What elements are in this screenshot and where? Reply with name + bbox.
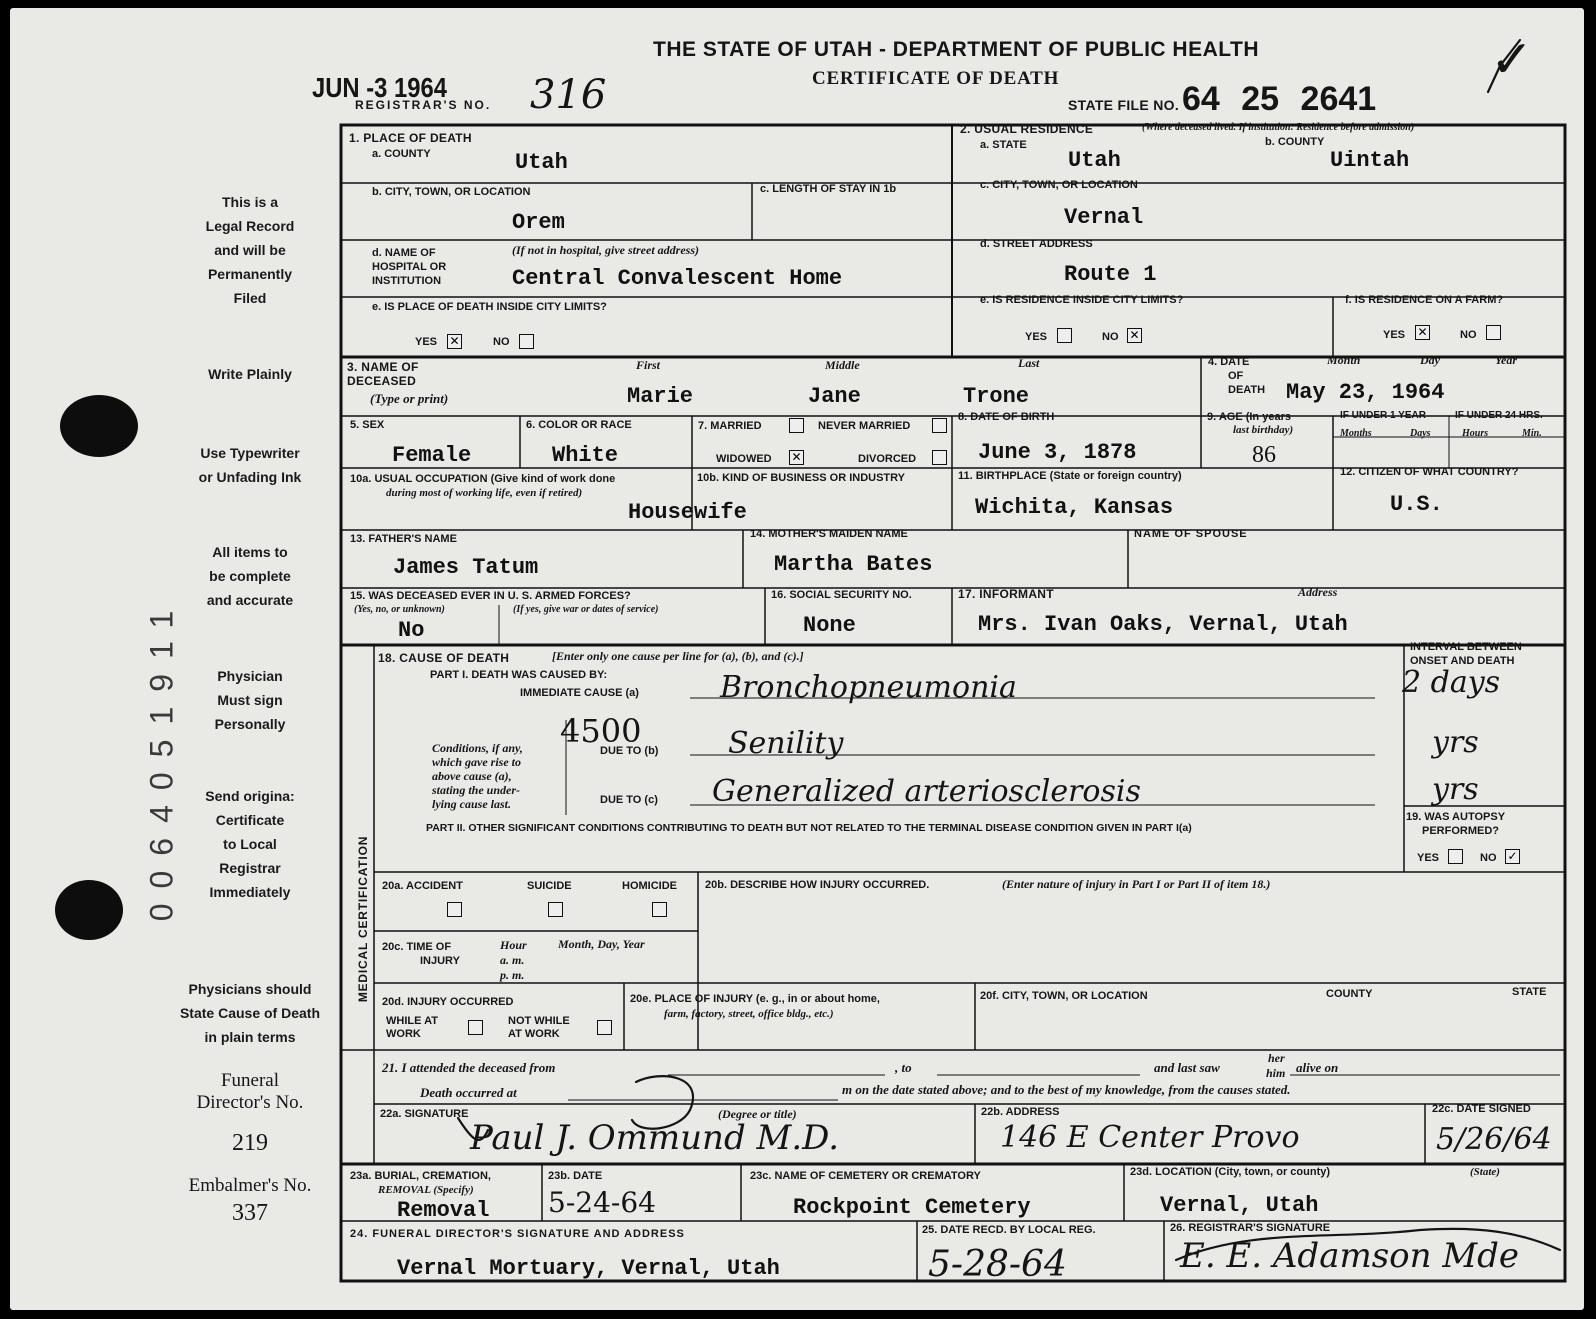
- state-file-number: 64 25 2641: [1182, 80, 1377, 118]
- sex: Female: [392, 443, 472, 468]
- father-name: James Tatum: [393, 555, 539, 580]
- hour-label: Hour: [500, 938, 527, 952]
- occupation: Housewife: [628, 500, 747, 525]
- death-inside-limits-no-checkbox[interactable]: [519, 334, 534, 349]
- funeral-director: Vernal Mortuary, Vernal, Utah: [397, 1256, 780, 1281]
- informant-address-label: Address: [1298, 585, 1338, 599]
- removal-label: REMOVAL (Specify): [378, 1184, 474, 1196]
- age-label: 9. AGE (In years: [1207, 411, 1291, 423]
- never-married-label: NEVER MARRIED: [818, 420, 911, 432]
- hospital-note: (If not in hospital, give street address): [512, 243, 700, 257]
- birthplace: Wichita, Kansas: [975, 495, 1174, 520]
- signature-label: 22a. SIGNATURE: [380, 1108, 469, 1120]
- residence-note: (Where deceased lived. If institution: Residence before admission): [1142, 122, 1415, 133]
- citizen: U.S.: [1390, 492, 1443, 517]
- injury-time-label: 20c. TIME OF INJURY: [382, 941, 460, 967]
- autopsy-label: 19. WAS AUTOPSY PERFORMED?: [1406, 811, 1506, 837]
- cause-of-death-label: 18. CAUSE OF DEATH: [378, 651, 510, 665]
- min-label: Min.: [1522, 428, 1542, 439]
- physician-signature: Paul J. Ommund M.D.: [470, 1118, 840, 1158]
- interval-b: yrs: [1432, 725, 1479, 760]
- her-label: her: [1268, 1051, 1285, 1065]
- no-label: NO: [493, 336, 510, 348]
- year-label: Year: [1495, 353, 1517, 367]
- registrar-signature-label: 26. REGISTRAR'S SIGNATURE: [1170, 1222, 1331, 1234]
- certificate-title: CERTIFICATE OF DEATH: [812, 68, 1060, 89]
- age-note: last birthday): [1233, 424, 1294, 436]
- yes-label: YES: [1383, 329, 1406, 341]
- farm-no-checkbox[interactable]: [1486, 325, 1501, 340]
- injury-state-label: STATE: [1512, 986, 1547, 998]
- injury-county-label: COUNTY: [1326, 988, 1373, 1000]
- injury-place-label: 20e. PLACE OF INJURY (e. g., in or about home,: [630, 993, 880, 1005]
- residence-county-label: b. COUNTY: [1265, 136, 1325, 148]
- due-to-c-label: DUE TO (c): [600, 794, 658, 806]
- birth-date-label: 8. DATE OF BIRTH: [958, 411, 1055, 423]
- occupation-label: 10a. USUAL OCCUPATION (Give kind of work done: [350, 473, 616, 485]
- sex-label: 5. SEX: [350, 419, 385, 431]
- death-date: May 23, 1964: [1286, 380, 1445, 405]
- length-of-stay-label: c. LENGTH OF STAY IN 1b: [760, 183, 897, 195]
- cemetery: Rockpoint Cemetery: [793, 1195, 1031, 1220]
- side-note-write: Write Plainly: [208, 366, 292, 382]
- residence-inside-limits-no-checkbox[interactable]: ✕: [1127, 328, 1142, 343]
- pm-label: p. m.: [500, 968, 525, 982]
- married-checkbox[interactable]: [789, 418, 804, 433]
- injury-place-note: farm, factory, street, office bldg., etc.): [664, 1008, 834, 1020]
- death-inside-limits-yes-checkbox[interactable]: ✕: [447, 334, 462, 349]
- him-label: him: [1266, 1066, 1286, 1080]
- hours-label: Hours: [1462, 428, 1489, 439]
- occupation-note: during most of working life, even if retired): [386, 487, 583, 499]
- side-note-typewriter: Use Typewriter or Unfading Ink: [198, 445, 302, 485]
- no-label: NO: [1460, 329, 1477, 341]
- deceased-name-label: 3. NAME OF DECEASED: [347, 360, 419, 388]
- residence-inside-limits-yes-checkbox[interactable]: [1057, 328, 1072, 343]
- birth-date: June 3, 1878: [978, 440, 1137, 465]
- last-name: Trone: [963, 384, 1030, 409]
- not-at-work-checkbox[interactable]: [597, 1020, 612, 1035]
- due-to-b-label: DUE TO (b): [600, 745, 659, 757]
- degree-label: (Degree or title): [718, 1107, 797, 1121]
- burial-method: Removal: [397, 1198, 490, 1223]
- while-at-work-label: WHILE AT WORK: [386, 1015, 438, 1040]
- spouse-label: NAME OF SPOUSE: [1134, 528, 1248, 540]
- death-date-label: 4. DATE OF DEATH: [1208, 356, 1266, 396]
- months-label: Months: [1340, 428, 1372, 439]
- injury-occurred-label: 20d. INJURY OCCURRED: [382, 996, 514, 1008]
- state-department-title: THE STATE OF UTAH - DEPARTMENT OF PUBLIC HEALTH: [653, 38, 1260, 61]
- no-label: NO: [1102, 331, 1119, 343]
- accident-checkbox[interactable]: [447, 902, 462, 917]
- attended-from-label: 21. I attended the deceased from: [382, 1060, 556, 1075]
- mother-label: 14. MOTHER'S MAIDEN NAME: [750, 528, 908, 540]
- residence-state: Utah: [1068, 148, 1121, 173]
- check-mark: ✓: [1490, 30, 1534, 90]
- date-signed: 5/26/64: [1436, 1122, 1552, 1157]
- yes-label: YES: [1025, 331, 1048, 343]
- burial-date-label: 23b. DATE: [548, 1170, 603, 1182]
- due-to-c: Generalized arteriosclerosis: [712, 774, 1141, 809]
- state-file-label: STATE FILE NO.: [1068, 97, 1180, 113]
- residence-street: Route 1: [1064, 262, 1157, 287]
- middle-label: Middle: [825, 358, 860, 372]
- death-inside-limits-label: e. IS PLACE OF DEATH INSIDE CITY LIMITS?: [372, 301, 607, 313]
- armed-forces-label: 15. WAS DECEASED EVER IN U. S. ARMED FORCES?: [350, 590, 631, 602]
- side-note-physician: Physician Must sign Personally: [214, 668, 286, 732]
- death-occurred-at-label: Death occurred at: [420, 1085, 517, 1100]
- accident-label: 20a. ACCIDENT: [382, 880, 463, 892]
- burial-label: 23a. BURIAL, CREMATION,: [350, 1170, 491, 1182]
- informant: Mrs. Ivan Oaks, Vernal, Utah: [978, 612, 1348, 637]
- autopsy-no-checkbox[interactable]: ✓: [1505, 849, 1520, 864]
- residence-city-label: c. CITY, TOWN, OR LOCATION: [980, 179, 1138, 191]
- registrar-no-label: REGISTRAR'S NO.: [355, 98, 492, 112]
- business-label: 10b. KIND OF BUSINESS OR INDUSTRY: [697, 472, 906, 484]
- under-24-hrs-label: IF UNDER 24 HRS.: [1455, 410, 1543, 421]
- interval-label: INTERVAL BETWEEN ONSET AND DEATH: [1410, 641, 1522, 667]
- physician-address: 146 E Center Provo: [1000, 1120, 1300, 1155]
- place-of-death-label: 1. PLACE OF DEATH: [349, 131, 472, 145]
- mdy-label: Month, Day, Year: [558, 937, 645, 951]
- day-label: Day: [1420, 353, 1440, 367]
- last-label: Last: [1018, 356, 1040, 370]
- side-note-state-cause: Physicians should State Cause of Death in plain terms: [179, 981, 321, 1045]
- death-city: Orem: [512, 210, 565, 235]
- married-label: 7. MARRIED: [698, 420, 762, 432]
- mother-maiden-name: Martha Bates: [774, 552, 933, 577]
- county-label: a. COUNTY: [372, 148, 431, 160]
- cemetery-label: 23c. NAME OF CEMETERY OR CREMATORY: [750, 1170, 981, 1182]
- funeral-director-label: Funeral Director's No.: [196, 1070, 304, 1113]
- residence-label: 2. USUAL RESIDENCE: [960, 122, 1094, 136]
- funeral-director-no: 219: [232, 1130, 268, 1156]
- embalmer-label: Embalmer's No.: [188, 1175, 312, 1196]
- suicide-checkbox[interactable]: [548, 902, 563, 917]
- yes-label: YES: [415, 336, 438, 348]
- widowed-checkbox[interactable]: ✕: [789, 450, 804, 465]
- side-note-legal: This is a Legal Record and will be Permanently Filed: [205, 194, 295, 306]
- father-label: 13. FATHER'S NAME: [350, 533, 457, 545]
- death-city-label: b. CITY, TOWN, OR LOCATION: [372, 186, 531, 198]
- burial-location-label: 23d. LOCATION (City, town, or county): [1130, 1166, 1331, 1178]
- first-name: Marie: [627, 384, 694, 409]
- burial-location: Vernal, Utah: [1160, 1193, 1319, 1218]
- ssn: None: [803, 613, 856, 638]
- medical-certification-label: MEDICAL CERTIFICATION: [356, 835, 371, 1003]
- citizen-label: 12. CITIZEN OF WHAT COUNTRY?: [1340, 466, 1519, 478]
- side-note-complete: All items to be complete and accurate: [206, 544, 294, 608]
- no-label: NO: [1480, 852, 1497, 864]
- divorced-checkbox[interactable]: [932, 450, 947, 465]
- informant-label: 17. INFORMANT: [958, 587, 1054, 601]
- embalmer-no: 337: [232, 1200, 268, 1226]
- physician-address-label: 22b. ADDRESS: [981, 1106, 1060, 1118]
- homicide-label: HOMICIDE: [622, 880, 677, 892]
- vertical-microfilm-number: 0064051911: [143, 595, 180, 922]
- widowed-label: WIDOWED: [716, 453, 772, 465]
- injury-describe-note: (Enter nature of injury in Part I or Part II of item 18.): [1002, 877, 1271, 891]
- middle-name: Jane: [808, 384, 861, 409]
- immediate-cause-label: IMMEDIATE CAUSE (a): [520, 687, 639, 699]
- race-label: 6. COLOR OR RACE: [526, 419, 632, 431]
- injury-describe-label: 20b. DESCRIBE HOW INJURY OCCURRED.: [705, 879, 930, 891]
- date-received: 5-28-64: [928, 1244, 1067, 1285]
- suicide-label: SUICIDE: [527, 880, 572, 892]
- ssn-label: 16. SOCIAL SECURITY NO.: [771, 589, 912, 601]
- armed-note-2: (If yes, give war or dates of service): [513, 604, 659, 615]
- burial-date: 5-24-64: [548, 1186, 656, 1219]
- divorced-label: DIVORCED: [858, 453, 917, 465]
- residence-city: Vernal: [1064, 205, 1144, 230]
- part-1-label: PART I. DEATH WAS CAUSED BY:: [430, 669, 608, 681]
- age: 86: [1252, 442, 1276, 468]
- residence-state-label: a. STATE: [980, 139, 1027, 151]
- am-label: a. m.: [500, 953, 525, 967]
- attended-to-label: , to: [895, 1060, 912, 1075]
- month-label: Month: [1327, 353, 1361, 367]
- due-to-b: Senility: [728, 726, 844, 761]
- armed-note-1: (Yes, no, or unknown): [354, 604, 445, 615]
- residence-county: Uintah: [1330, 148, 1410, 173]
- not-at-work-label: NOT WHILE AT WORK: [508, 1015, 570, 1040]
- registrar-signature: E. E. Adamson Mde: [1180, 1236, 1520, 1276]
- race: White: [552, 443, 619, 468]
- hospital-name: Central Convalescent Home: [512, 266, 843, 291]
- registrar-no: 316: [530, 72, 607, 118]
- cause-code: 4500: [560, 712, 642, 750]
- state-note: (State): [1470, 1166, 1500, 1178]
- death-county: Utah: [515, 150, 568, 175]
- received-stamp: JUN -3 1964: [312, 72, 447, 103]
- knowledge-statement: m on the date stated above; and to the best of my knowledge, from the causes stated.: [842, 1082, 1291, 1097]
- punch-hole-top: [60, 395, 138, 457]
- interval-c: yrs: [1432, 772, 1479, 807]
- days-label: Days: [1410, 428, 1431, 439]
- never-married-checkbox[interactable]: [932, 418, 947, 433]
- punch-hole-bottom: [55, 880, 123, 940]
- under-1-year-label: IF UNDER 1 YEAR: [1340, 410, 1426, 421]
- date-received-label: 25. DATE RECD. BY LOCAL REG.: [922, 1224, 1096, 1236]
- hospital-label: d. NAME OF HOSPITAL OR INSTITUTION: [372, 247, 447, 287]
- injury-city-label: 20f. CITY, TOWN, OR LOCATION: [980, 990, 1148, 1002]
- interval-a: 2 days: [1402, 665, 1501, 700]
- farm-label: f. IS RESIDENCE ON A FARM?: [1345, 294, 1504, 306]
- first-label: First: [636, 358, 661, 372]
- armed-forces: No: [398, 618, 425, 643]
- autopsy-yes-checkbox[interactable]: [1448, 849, 1463, 864]
- yes-label: YES: [1417, 852, 1440, 864]
- side-note-send: Send origina: Certificate to Local Registrar Immediately: [205, 788, 295, 900]
- residence-inside-limits-label: e. IS RESIDENCE INSIDE CITY LIMITS?: [980, 294, 1184, 306]
- cause-note: [Enter only one cause per line for (a), (b), and (c).]: [552, 649, 804, 663]
- farm-yes-checkbox[interactable]: ✕: [1415, 325, 1430, 340]
- immediate-cause: Bronchopneumonia: [720, 670, 1017, 705]
- last-saw-label: and last saw: [1154, 1060, 1220, 1075]
- birthplace-label: 11. BIRTHPLACE (State or foreign country): [958, 470, 1182, 482]
- street-label: d. STREET ADDRESS: [980, 238, 1093, 250]
- funeral-director-sig-label: 24. FUNERAL DIRECTOR'S SIGNATURE AND ADDRESS: [350, 1228, 685, 1240]
- while-at-work-checkbox[interactable]: [468, 1020, 483, 1035]
- conditions-note: Conditions, if any, which gave rise to above cause (a), stating the under- lying cause last.: [432, 741, 523, 811]
- type-note: (Type or print): [370, 391, 449, 406]
- alive-on-label: alive on: [1296, 1060, 1339, 1075]
- homicide-checkbox[interactable]: [652, 902, 667, 917]
- part-2-label: PART II. OTHER SIGNIFICANT CONDITIONS CONTRIBUTING TO DEATH BUT NOT RELATED TO THE TERMINAL DISEASE CONDITION GIVEN IN PART I(a): [426, 822, 1192, 834]
- date-signed-label: 22c. DATE SIGNED: [1432, 1103, 1531, 1115]
